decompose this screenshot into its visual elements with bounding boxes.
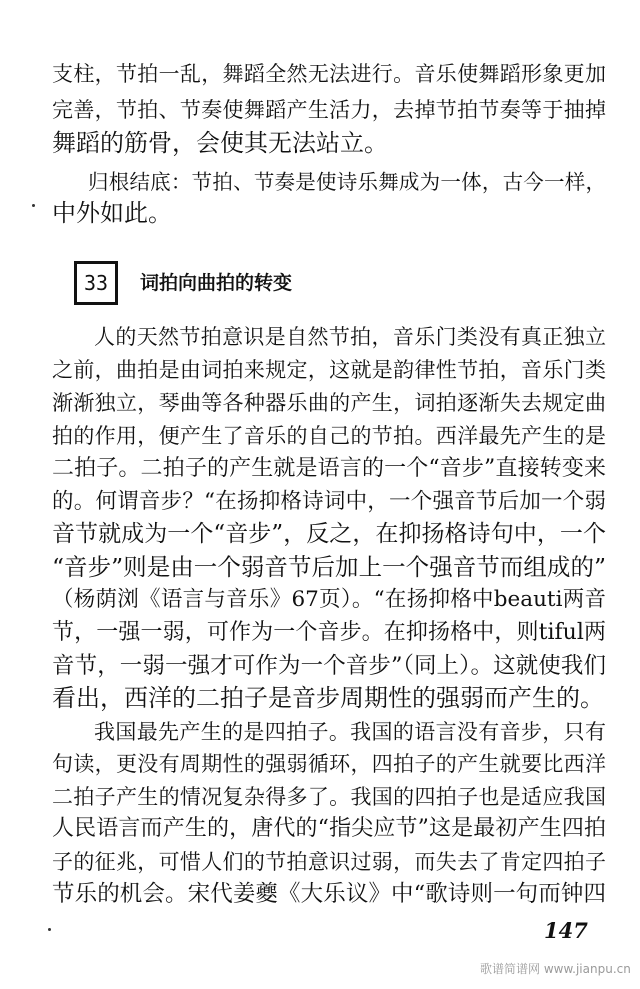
text-line: 二拍子。二拍子的产生就是语言的一个“音步”直接转变来 <box>52 456 606 481</box>
text-line: 人民语言而产生的，唐代的“指尖应节”这是最初产生四拍 <box>52 816 606 841</box>
text-line: （杨荫浏《语言与音乐》67页）。“在扬抑格中beauti两音 <box>52 587 606 612</box>
text-line: 的。何谓音步？“在扬抑格诗词中，一个强音节后加一个弱 <box>52 489 606 514</box>
text-line: 音节就成为一个“音步”，反之，在抑扬格诗句中，一个 <box>52 521 606 547</box>
text-line: 二拍子产生的情况复杂得多了。我国的四拍子也是适应我国 <box>52 785 606 809</box>
watermark: 歌谱简谱网 www.jianpu.cn <box>480 962 631 976</box>
text-line: 节乐的机会。宋代姜夔《大乐议》中“歌诗则一句而钟四 <box>52 881 606 907</box>
section-number-box: 33 <box>74 261 118 305</box>
text-line: 节，一强一弱，可作为一个音步。在抑扬格中，则tiful两 <box>52 620 606 645</box>
text-line: 我国最先产生的是四拍子。我国的语言没有音步，只有 <box>94 720 606 744</box>
section-title: 词拍向曲拍的转变 <box>140 272 293 294</box>
text-line: 中外如此。 <box>52 199 172 227</box>
scan-speck <box>32 204 35 207</box>
text-line: 拍的作用，便产生了音乐的自己的节拍。西洋最先产生的是 <box>52 424 606 448</box>
scan-speck <box>48 928 51 931</box>
text-line: 支柱，节拍一乱，舞蹈全然无法进行。音乐使舞蹈形象更加 <box>52 62 606 86</box>
text-line: 看出，西洋的二拍子是音步周期性的强弱而产生的。 <box>52 684 604 712</box>
text-line: 舞蹈的筋骨，会使其无法站立。 <box>52 129 388 157</box>
text-line: 子的征兆，可惜人们的节拍意识过弱，而失去了肯定四拍子 <box>52 850 606 874</box>
text-line: 归根结底：节拍、节奏是使诗乐舞成为一体，古今一样， <box>88 170 606 194</box>
text-line: 完善，节拍、节奏使舞蹈产生活力，去掉节拍节奏等于抽掉 <box>52 98 606 122</box>
page-number: 147 <box>544 918 588 943</box>
text-line: 句读，更没有周期性的强弱循环，四拍子的产生就要比西洋 <box>52 752 606 776</box>
text-line: 之前，曲拍是由词拍来规定，这就是韵律性节拍，音乐门类 <box>52 358 606 382</box>
text-line: 人的天然节拍意识是自然节拍，音乐门类没有真正独立 <box>94 325 606 349</box>
text-line: 渐渐独立，琴曲等各种器乐曲的产生，词拍逐渐失去规定曲 <box>52 391 606 415</box>
text-line: 音节，一弱一强才可作为一个音步”（同上）。这就使我们 <box>52 653 606 679</box>
text-line: “音步”则是由一个弱音节后加上一个强音节而组成的” <box>52 553 606 581</box>
